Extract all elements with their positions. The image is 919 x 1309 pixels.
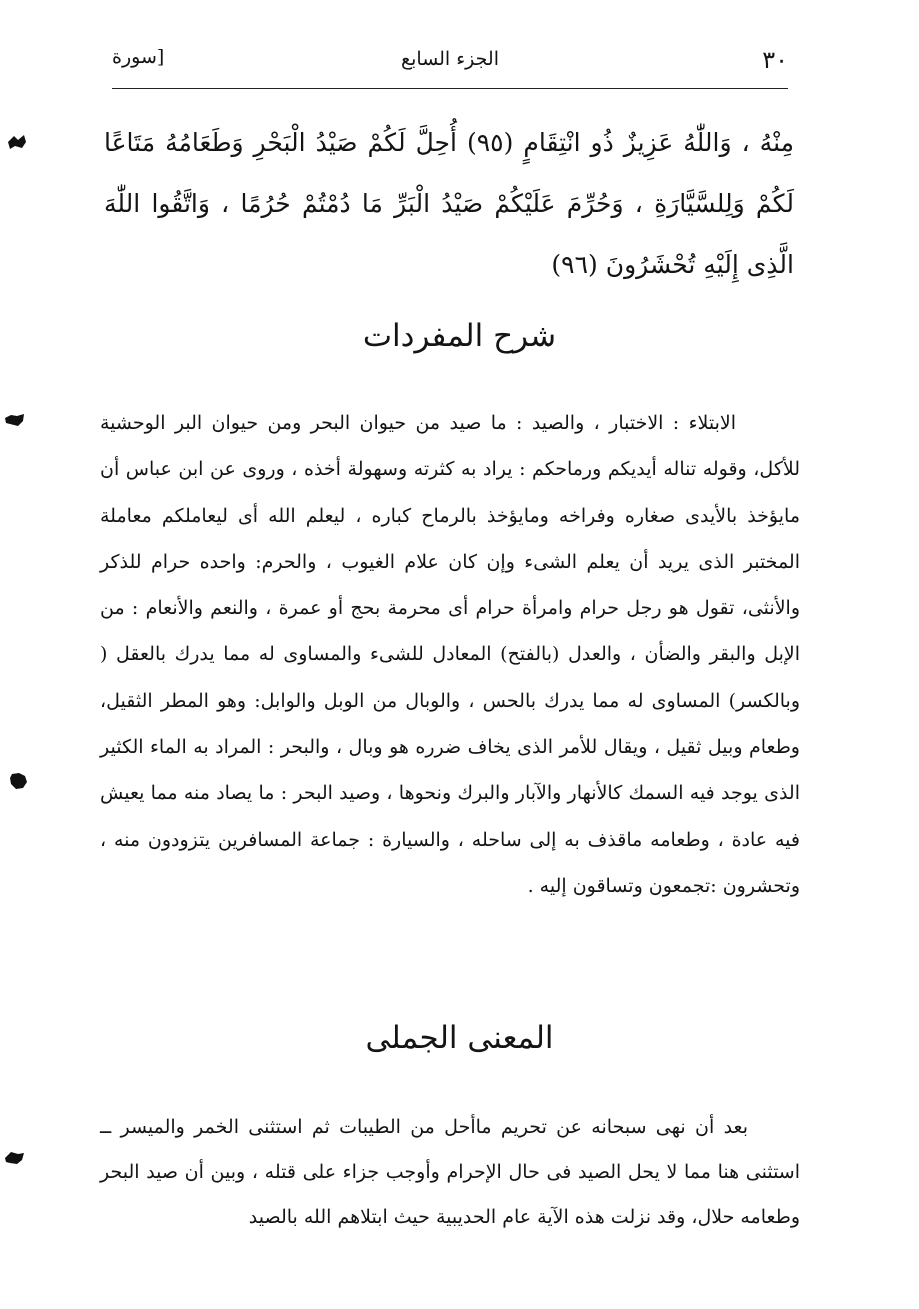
part-title: الجزء السابع [401,48,499,70]
surah-label: [سورة [112,46,165,68]
vocab-explanation: الابتلاء : الاختبار ، والصيد : ما صيد من حيوان البحر ومن حيوان البر الوحشية للأكل، وقوله تناله أيديكم ورماحكم : يراد به كثرته وسهولة أخذه ، وروى عن ابن عباس أن مايؤخذ بالأيدى صغاره وفراخه ومايؤخذ بالرماح كباره ، ليعلم الله أى ليعاملكم معاملة المختبر الذى يريد أن يعلم الشىء وإن كان علام الغيوب ، والحرم: واحده حرام للذكر والأنثى، تقول هو رجل حرام وامرأة حرام أى محرمة بحج أو عمرة ، والنعم والأنعام : من الإبل والبقر والضأن ، والعدل (بالفتح) المعادل للشىء والمساوى له مما يدرك بالعقل ( وبالكسر) المساوى له مما يدرك بالحس ، والوبال من الوبل والوابل: وهو المطر الثقيل، وطعام وبيل ثقيل ، ويقال للأمر الذى يخاف ضرره هو وبال ، والبحر : المراد به الماء الكثير الذى يوجد فيه السمك كالأنهار والآبار والبرك ونحوها ، وصيد البحر : ما يصاد منه مما يعيش فيه عادة ، وطعامه ماقذف به إلى ساحله ، والسيارة : جماعة المسافرين يتزودون منه ، وتحشرون :تجمعون وتساقون إليه . [100,412,800,897]
quran-verses: مِنْهُ ، وَاللّٰهُ عَزِيزٌ ذُو انْتِقَامٍ (٩٥) أُحِلَّ لَكُمْ صَيْدُ الْبَحْرِ وَطَعَامُهُ مَتَاعًا لَكُمْ وَلِلسَّيَّارَةِ ، وَحُرِّمَ عَلَيْكُمْ صَيْدُ الْبَرِّ مَا دُمْتُمْ حُرُمًا ، وَاتَّقُوا اللّٰهَ الَّذِى إِلَيْهِ تُحْشَرُونَ (٩٦) [104,128,795,279]
binding-hole-mark [6,134,28,150]
page-number: ٣٠ [762,46,788,74]
meaning-text: بعد أن نهى سبحانه عن تحريم ماأحل من الطيبات ثم استثنى الخمر والميسر ــ استثنى هنا مما لا يحل الصيد فى حال الإحرام وأوجب جزاء على قتله ، وبين أن صيد البحر وطعامه حلال، وقد نزلت هذه الآية عام الحديبية حيث ابتلاهم الله بالصيد [100,1116,800,1228]
binding-hole-mark [4,412,26,428]
binding-hole-mark [4,1150,26,1166]
vocab-heading: شرح المفردات [362,318,557,354]
page-header [112,44,788,90]
binding-hole-mark [8,772,30,788]
header-rule [112,88,788,89]
meaning-heading: المعنى الجملى [365,1020,554,1056]
